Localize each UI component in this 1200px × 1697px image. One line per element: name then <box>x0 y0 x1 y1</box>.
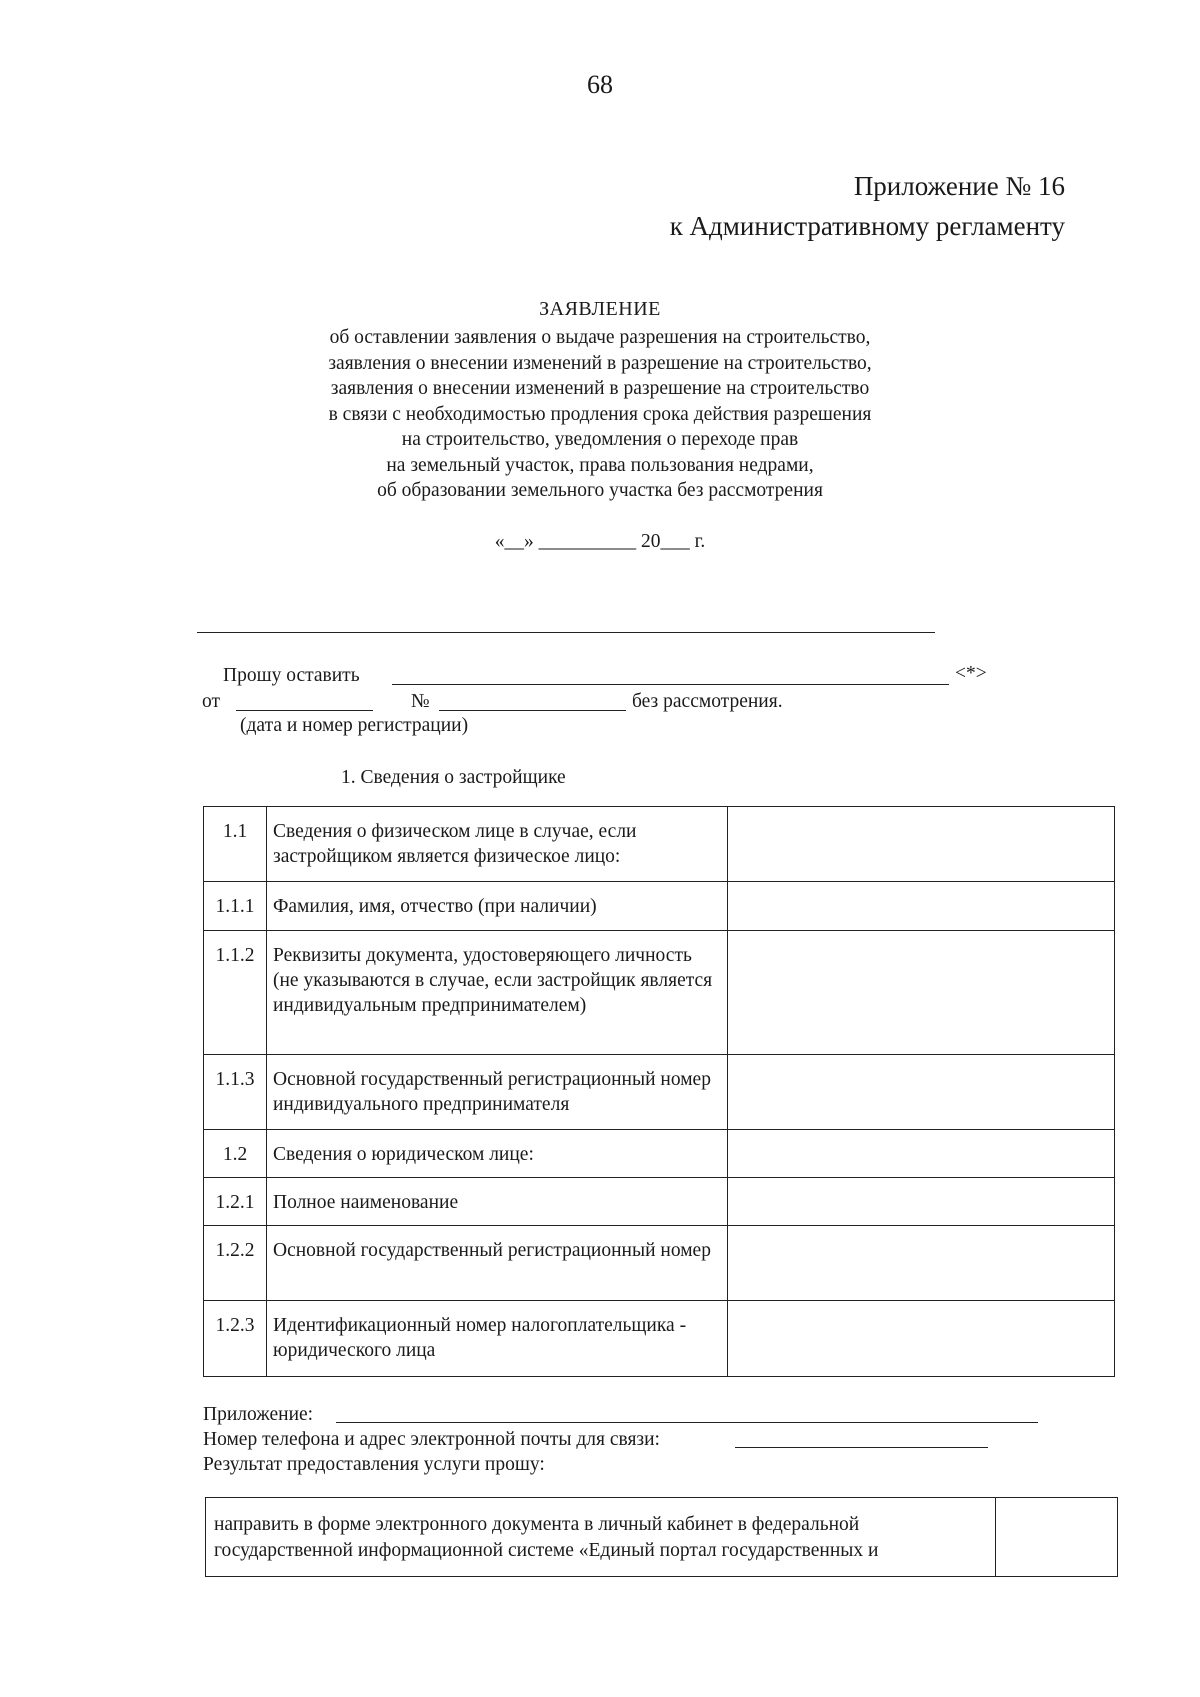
row-number: 1.2.1 <box>204 1178 267 1226</box>
subtitle-line: заявления о внесении изменений в разрешение на строительство, <box>328 352 872 374</box>
section-title: 1. Сведения о застройщике <box>341 767 566 788</box>
annex-header <box>670 166 1065 246</box>
table-row <box>204 1301 1115 1377</box>
row-label: Основной государственный регистрационный номер индивидуального предпринимателя <box>267 1055 728 1130</box>
row-value-cell[interactable] <box>728 1055 1115 1130</box>
contact-label: Номер телефона и адрес электронной почты для связи: <box>203 1429 660 1450</box>
subtitle-line: об оставлении заявления о выдаче разрешения на строительство, <box>329 327 871 348</box>
result-option-checkbox[interactable] <box>996 1498 1118 1577</box>
table-row <box>204 1130 1115 1178</box>
row-label: Реквизиты документа, удостоверяющего личность (не указываются в случае, если застройщик является индивидуальным предпринимателем) <box>267 931 728 1055</box>
row-label: Сведения о юридическом лице: <box>267 1130 728 1178</box>
row-label: Сведения о физическом лице в случае, если застройщиком является физическое лицо: <box>267 807 728 882</box>
row-label: Идентификационный номер налогоплательщика - юридического лица <box>267 1301 728 1377</box>
subtitle-line: на строительство, уведомления о переходе прав <box>401 429 799 450</box>
registration-number-field[interactable] <box>439 710 626 711</box>
row-label: Полное наименование <box>267 1178 728 1226</box>
result-options-table <box>205 1497 1118 1577</box>
row-value-cell[interactable] <box>728 882 1115 931</box>
subtitle-line: в связи с необходимостью продления срока действия разрешения <box>328 403 872 425</box>
recipient-line[interactable] <box>197 632 935 633</box>
row-value-cell[interactable] <box>728 931 1115 1055</box>
table-row <box>204 1178 1115 1226</box>
table-row <box>204 1226 1115 1301</box>
document-subtitle <box>0 325 1200 504</box>
date-line: «__» __________ 20___ г. <box>494 531 706 552</box>
attachment-field[interactable] <box>336 1422 1038 1423</box>
row-number: 1.2.2 <box>204 1226 267 1301</box>
table-row <box>206 1498 1118 1577</box>
row-number: 1.1 <box>204 807 267 882</box>
row-number: 1.1.1 <box>204 882 267 931</box>
request-suffix: без рассмотрения. <box>632 691 783 712</box>
result-option-text: направить в форме электронного документа в личный кабинет в федеральной государственной информационной системе «Единый портал государственных и <box>206 1498 996 1577</box>
page-number: 68 <box>587 70 613 99</box>
developer-info-table <box>203 806 1115 1377</box>
row-number: 1.2 <box>204 1130 267 1178</box>
row-label: Основной государственный регистрационный номер <box>267 1226 728 1301</box>
annex-reference: к Административному регламенту <box>669 211 1065 241</box>
footnote-mark: <*> <box>955 663 987 684</box>
request-subject-field[interactable] <box>392 684 949 685</box>
row-value-cell[interactable] <box>728 807 1115 882</box>
table-row <box>204 807 1115 882</box>
row-value-cell[interactable] <box>728 1178 1115 1226</box>
number-label: № <box>411 691 430 712</box>
table-row <box>204 882 1115 931</box>
row-number: 1.2.3 <box>204 1301 267 1377</box>
row-number: 1.1.3 <box>204 1055 267 1130</box>
document-title: ЗАЯВЛЕНИЕ <box>539 298 661 320</box>
attachment-label: Приложение: <box>203 1404 314 1425</box>
subtitle-line: об образовании земельного участка без рассмотрения <box>377 480 823 501</box>
row-value-cell[interactable] <box>728 1301 1115 1377</box>
table-row <box>204 1055 1115 1130</box>
contact-field[interactable] <box>735 1447 988 1448</box>
result-label: Результат предоставления услуги прошу: <box>203 1454 545 1475</box>
request-prefix: Прошу оставить <box>223 665 360 686</box>
registration-date-field[interactable] <box>236 710 373 711</box>
row-value-cell[interactable] <box>728 1226 1115 1301</box>
subtitle-line: на земельный участок, права пользования недрами, <box>386 454 814 476</box>
row-value-cell[interactable] <box>728 1130 1115 1178</box>
row-label: Фамилия, имя, отчество (при наличии) <box>267 882 728 931</box>
subtitle-line: заявления о внесении изменений в разрешение на строительство <box>330 378 870 399</box>
request-caption: (дата и номер регистрации) <box>240 715 469 736</box>
table-row <box>204 931 1115 1055</box>
from-label: от <box>202 691 221 712</box>
row-number: 1.1.2 <box>204 931 267 1055</box>
annex-number: Приложение № 16 <box>853 171 1065 201</box>
